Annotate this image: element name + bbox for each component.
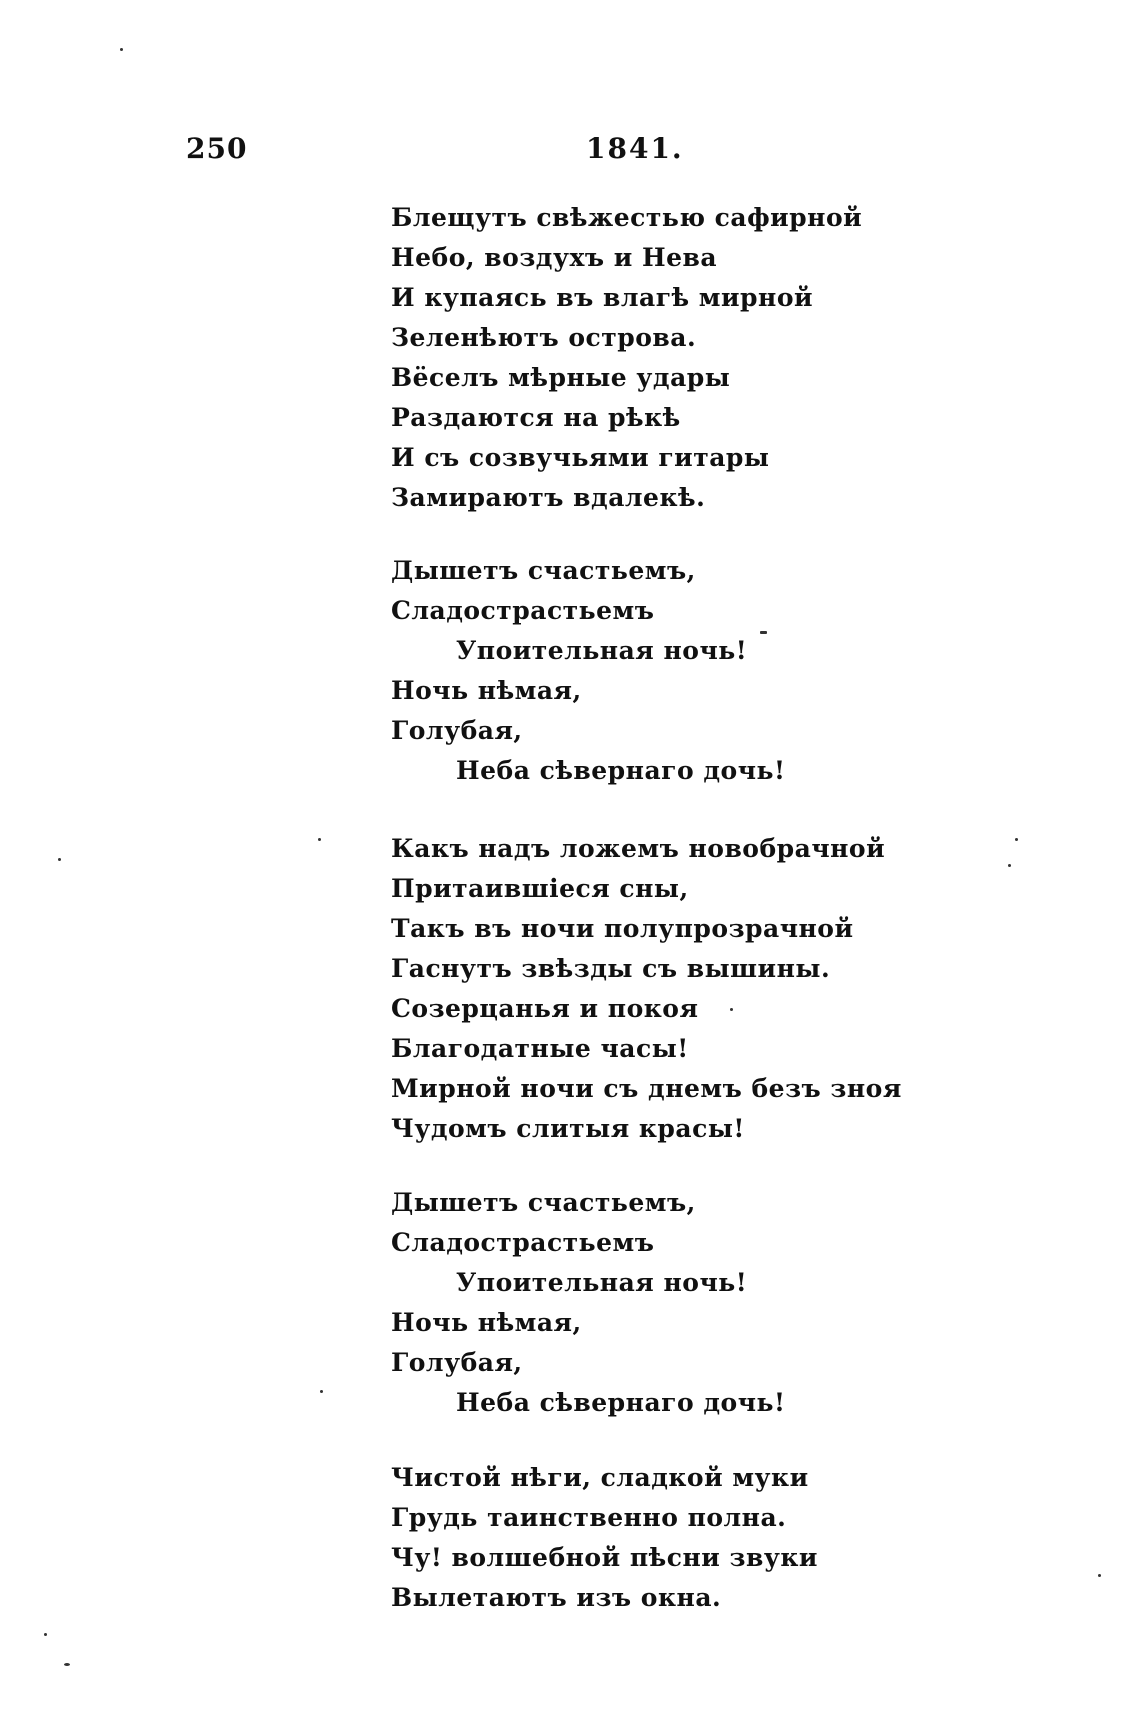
poem-line: Голубая,	[391, 716, 523, 745]
poem-line-indented: Упоительная ночь!	[456, 636, 748, 665]
poem	[391, 198, 951, 1651]
poem-line-indented: Неба сѣвернаго дочь!	[456, 1388, 786, 1417]
poem-line: Вёселъ мѣрные удары	[391, 363, 731, 392]
poem-line: Ночь нѣмая,	[391, 1308, 582, 1337]
poem-line: Небо, воздухъ и Нева	[391, 243, 718, 272]
poem-line: Зеленѣютъ острова.	[391, 323, 697, 352]
scan-speck	[120, 48, 123, 51]
poem-line: Дышетъ счастьемъ,	[391, 556, 696, 585]
poem-line: Чистой нѣги, сладкой муки	[391, 1463, 809, 1492]
scan-speck	[1008, 864, 1011, 867]
poem-line: И съ созвучьями гитары	[391, 443, 770, 472]
poem-line: Вылетаютъ изъ окна.	[391, 1583, 722, 1612]
refrain-2	[391, 1183, 951, 1423]
page-number: 250	[186, 132, 248, 165]
poem-line: Благодатные часы!	[391, 1034, 689, 1063]
poem-line-indented: Упоительная ночь!	[456, 1268, 748, 1297]
scan-speck	[320, 1390, 323, 1393]
stanza-1	[391, 198, 951, 518]
scan-speck	[760, 631, 767, 634]
poem-line: Блещутъ свѣжестью сафирной	[391, 203, 863, 232]
stanza-2	[391, 829, 951, 1149]
poem-line: Чу! волшебной пѣсни звуки	[391, 1543, 818, 1572]
scan-speck	[58, 858, 61, 861]
scan-speck	[44, 1633, 47, 1636]
scan-speck	[1098, 1574, 1101, 1577]
poem-line: Притаившіеся сны,	[391, 874, 689, 903]
poem-line: Сладострастьемъ	[391, 1228, 655, 1257]
poem-line: Раздаются на рѣкѣ	[391, 403, 681, 432]
refrain-1	[391, 551, 951, 791]
poem-line: Чудомъ слитыя красы!	[391, 1114, 745, 1143]
stanza-3	[391, 1458, 951, 1618]
poem-line: Дышетъ счастьемъ,	[391, 1188, 696, 1217]
scan-speck	[64, 1663, 70, 1666]
poem-line: И купаясь въ влагѣ мирной	[391, 283, 814, 312]
poem-line: Голубая,	[391, 1348, 523, 1377]
poem-line: Созерцанья и покоя	[391, 994, 699, 1023]
poem-line: Сладострастьемъ	[391, 596, 655, 625]
poem-line: Мирной ночи съ днемъ безъ зноя	[391, 1074, 902, 1103]
poem-line: Такъ въ ночи полупрозрачной	[391, 914, 854, 943]
scan-speck	[730, 1008, 733, 1011]
poem-line: Какъ надъ ложемъ новобрачной	[391, 834, 886, 863]
poem-line-indented: Неба сѣвернаго дочь!	[456, 756, 786, 785]
page-year: 1841.	[586, 132, 684, 165]
poem-line: Замираютъ вдалекѣ.	[391, 483, 706, 512]
poem-line: Гаснутъ звѣзды съ вышины.	[391, 954, 831, 983]
scan-speck	[318, 838, 321, 841]
poem-line: Грудь таинственно полна.	[391, 1503, 787, 1532]
poem-line: Ночь нѣмая,	[391, 676, 582, 705]
scan-speck	[1015, 838, 1018, 841]
